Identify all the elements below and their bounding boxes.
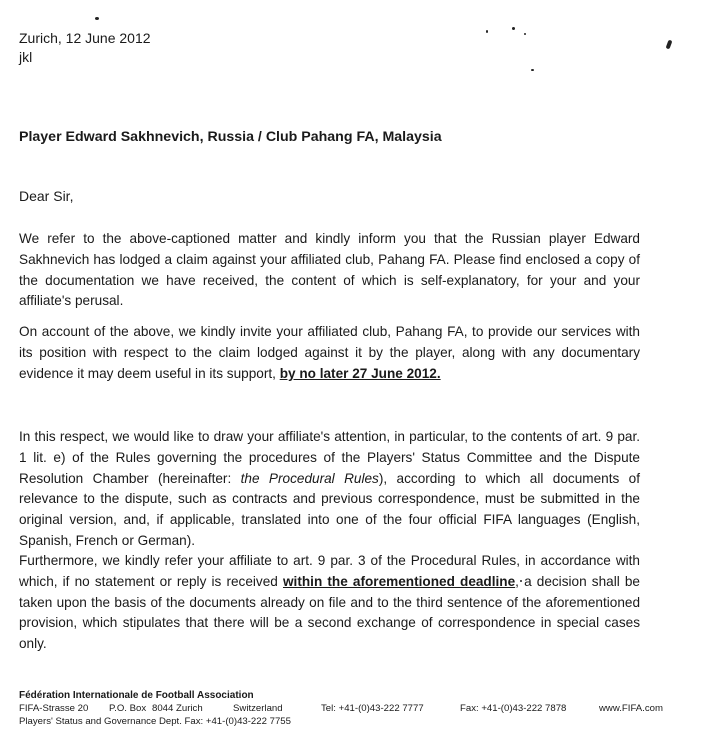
footer-organization: [19, 689, 679, 702]
footer-address-row: [19, 702, 679, 715]
organization-name: Fédération Internationale de Football Association: [19, 690, 254, 701]
footer-country: Switzerland: [233, 703, 283, 714]
footer-department-row: [19, 715, 679, 728]
paragraph-claim-notice: [19, 229, 640, 312]
scan-speck: [95, 17, 99, 20]
paragraph-text: Furthermore, we kindly refer your affiliate to art. 9 par. 3 of the Procedural Rules, in accordance with which, if no statement or reply is received: [19, 553, 640, 589]
footer-fax: Fax: +41-(0)43-222 7878: [460, 703, 567, 714]
footer-website: www.FIFA.com: [599, 703, 663, 714]
paragraph-text: On account of the above, we kindly invite your affiliated club, Pahang FA, to provide our services with its position with respect to the claim lodged against it by the player, along with any documentary evidence it may deem useful in its support,: [19, 324, 640, 381]
paragraph-procedural-rules: [19, 427, 640, 552]
deadline-emphasis: within the aforementioned deadline: [282, 573, 516, 589]
paragraph-text: In this respect, we would like to draw your affiliate's attention, in particular, to the contents of art. 9 par. 1 lit. e) of the Rules governing the procedures of the Players' Status Committee and the Dispute Resolution Chamber (hereinafter:: [19, 429, 640, 486]
footer-po-box: P.O. Box: [109, 703, 147, 714]
salutation: Dear Sir,: [19, 188, 74, 204]
scan-speck: [666, 40, 673, 50]
deadline-date: by no later 27 June 2012.: [279, 365, 441, 381]
letter-date: Zurich, 12 June 2012: [19, 30, 151, 46]
footer-city: 8044 Zurich: [152, 703, 203, 714]
paragraph-text: , a decision shall be taken upon the basis of the documents already on file and to the third sentence of the aforementioned provision, which stipulates that there will be a second exchange of correspondence in special cases only.: [19, 573, 640, 652]
letterhead-footer: [19, 689, 679, 728]
letter-subject: Player Edward Sakhnevich, Russia / Club Pahang FA, Malaysia: [19, 129, 442, 145]
footer-telephone: Tel: +41-(0)43-222 7777: [321, 703, 424, 714]
footer-street: FIFA-Strasse 20: [19, 703, 89, 714]
procedural-rules-term: the Procedural Rules: [240, 470, 379, 486]
scan-speck: [531, 69, 534, 71]
scan-speck: [512, 27, 515, 30]
footer-department: Players' Status and Governance Dept. Fax: +41-(0)43-222 7755: [19, 716, 291, 727]
letter-reference: jkl: [19, 49, 33, 65]
scan-speck: [486, 30, 488, 33]
paragraph-text: ), according to which all documents of relevance to the dispute, such as contracts and previous correspondence, must be submitted in the original version, and, if applicable, translated into one of the four official FIFA languages (English, Spanish, French or German).: [19, 470, 641, 548]
scan-speck: [524, 33, 526, 35]
paragraph-text: We refer to the above-captioned matter and kindly inform you that the Russian player Edward Sakhnevich has lodged a claim against your affiliated club, Pahang FA. Please find enclosed a copy of the documentation we have received, the content of which is self-explanatory, for your and your affiliate's perusal.: [19, 231, 640, 309]
paragraph-deadline-consequence: [19, 551, 640, 655]
paragraph-invitation: [19, 322, 640, 384]
